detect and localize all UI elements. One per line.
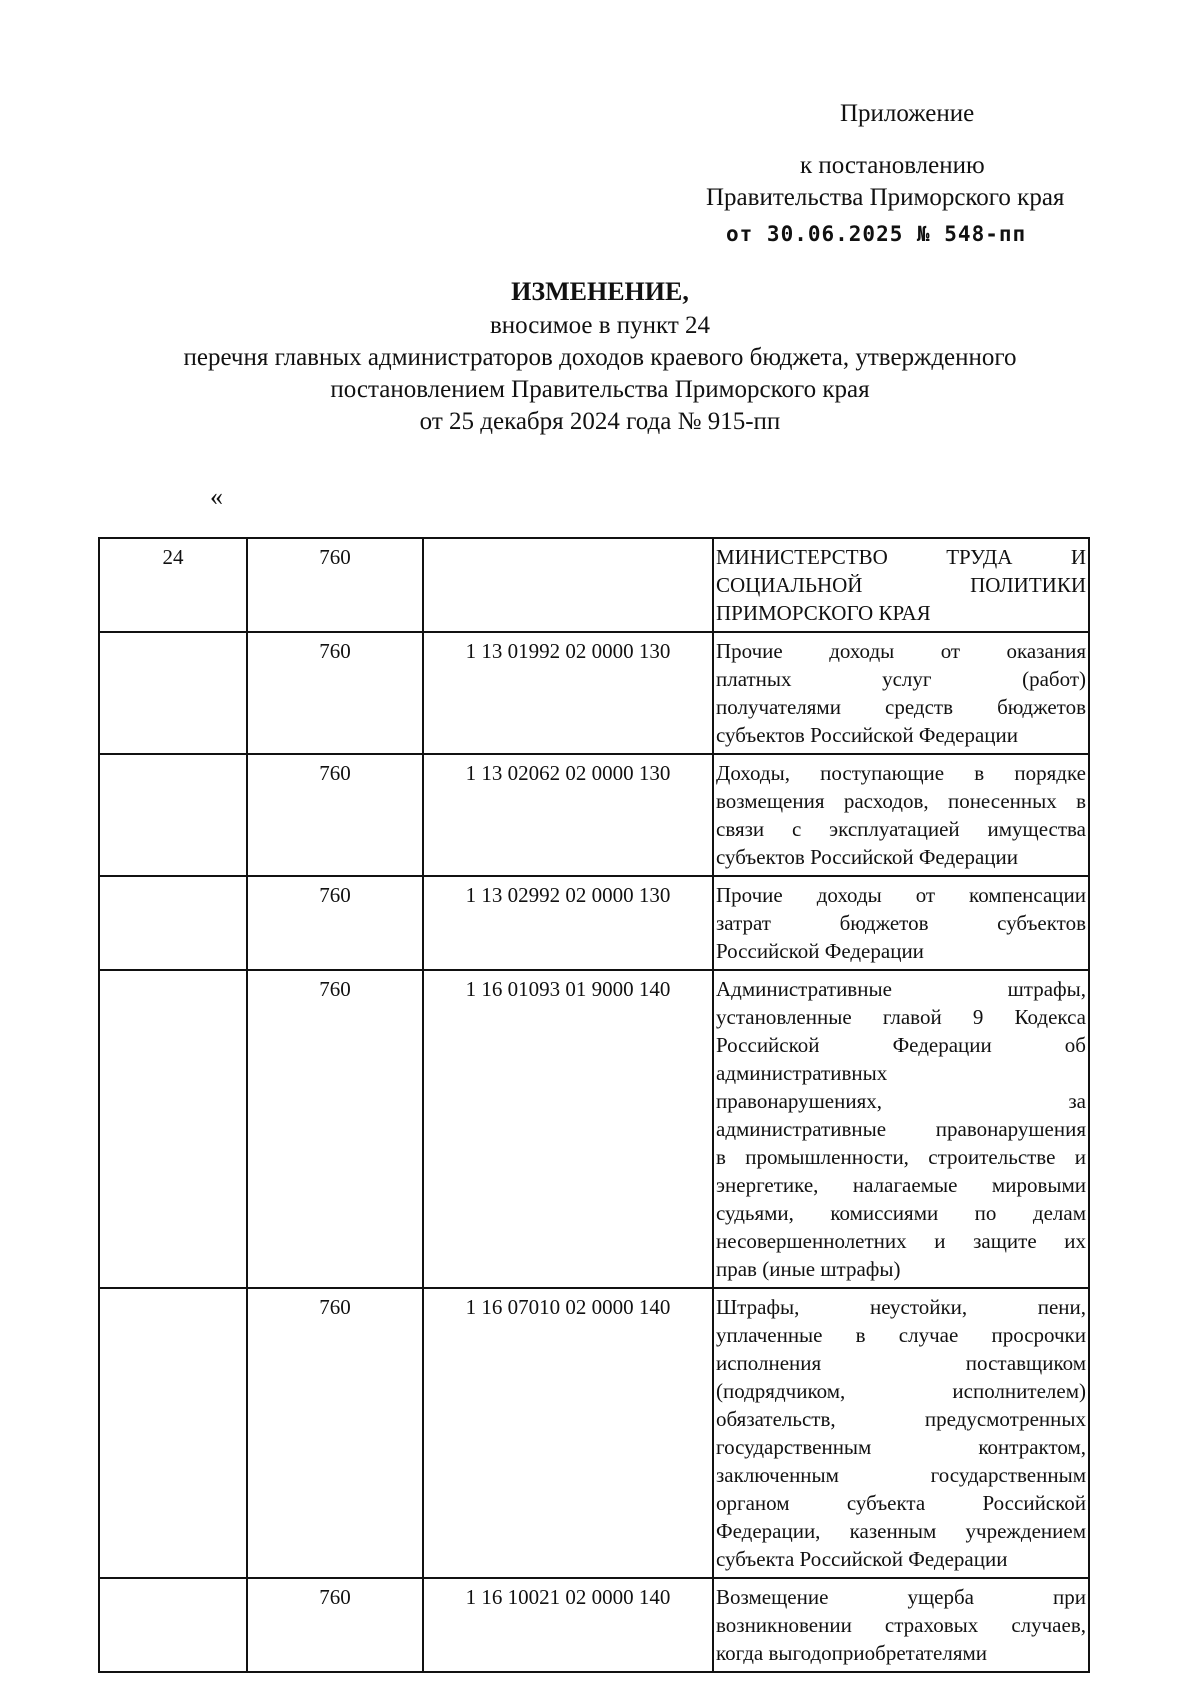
description-line: платных услуг (работ): [716, 667, 1086, 691]
cell-item-number: 24: [99, 538, 247, 632]
cell-item-number: [99, 970, 247, 1288]
description-line: связи с эксплуатацией имущества: [716, 817, 1086, 841]
title-line-2: перечня главных администраторов доходов краевого бюджета, утвержденного: [183, 344, 1017, 371]
cell-item-number: [99, 1288, 247, 1578]
cell-description: [713, 754, 1089, 876]
description-line: заключенным государственным: [716, 1463, 1086, 1487]
description-line: Прочие доходы от оказания: [716, 639, 1086, 663]
description-line: (подрядчиком, исполнителем): [716, 1379, 1086, 1403]
description-line: прав (иные штрафы): [716, 1257, 901, 1281]
cell-revenue-code: 1 16 10021 02 0000 140: [423, 1578, 713, 1672]
description-line: Административные штрафы,: [716, 977, 1086, 1001]
description-line: возникновении страховых случаев,: [716, 1613, 1086, 1637]
description-line: исполнения поставщиком: [716, 1351, 1086, 1375]
table-row: [99, 1578, 1089, 1672]
table-body: [99, 538, 1089, 1672]
cell-revenue-code: 1 13 02992 02 0000 130: [423, 876, 713, 970]
cell-item-number: [99, 632, 247, 754]
description-line: правонарушениях, за: [716, 1089, 1086, 1113]
cell-revenue-code: 1 16 07010 02 0000 140: [423, 1288, 713, 1578]
cell-item-number: [99, 754, 247, 876]
cell-description: [713, 632, 1089, 754]
description-line: Прочие доходы от компенсации: [716, 883, 1086, 907]
cell-description: [713, 970, 1089, 1288]
description-line: энергетике, налагаемые мировыми: [716, 1173, 1086, 1197]
description-line: уплаченные в случае просрочки: [716, 1323, 1086, 1347]
description-line: в промышленности, строительстве и: [716, 1145, 1086, 1169]
description-line: СОЦИАЛЬНОЙ ПОЛИТИКИ: [716, 573, 1086, 597]
description-line: когда выгодоприобретателями: [716, 1641, 988, 1665]
table-row: [99, 632, 1089, 754]
table-row: [99, 1288, 1089, 1578]
document-title: [0, 276, 1200, 438]
table-row: [99, 970, 1089, 1288]
description-line: ПРИМОРСКОГО КРАЯ: [716, 601, 931, 625]
title-heading: ИЗМЕНЕНИЕ,: [511, 277, 689, 306]
appendix-header: [700, 98, 1140, 250]
description-line: Доходы, поступающие в порядке: [716, 761, 1086, 785]
cell-revenue-code: 1 13 02062 02 0000 130: [423, 754, 713, 876]
description-line: субъектов Российской Федерации: [716, 845, 1019, 869]
table-row: [99, 876, 1089, 970]
cell-revenue-code: 1 13 01992 02 0000 130: [423, 632, 713, 754]
table-row: [99, 538, 1089, 632]
description-line: субъектов Российской Федерации: [716, 723, 1019, 747]
cell-administrator-code: 760: [247, 754, 423, 876]
cell-item-number: [99, 1578, 247, 1672]
table-row: [99, 754, 1089, 876]
opening-quote: «: [210, 482, 223, 511]
description-line: МИНИСТЕРСТВО ТРУДА И: [716, 545, 1086, 569]
revenue-administrators-table: [98, 537, 1090, 1673]
appendix-government: Правительства Приморского края: [706, 184, 1065, 211]
cell-administrator-code: 760: [247, 538, 423, 632]
description-line: Российской Федерации: [716, 939, 924, 963]
cell-administrator-code: 760: [247, 876, 423, 970]
description-line: затрат бюджетов субъектов: [716, 911, 1086, 935]
cell-revenue-code: [423, 538, 713, 632]
appendix-label: Приложение: [840, 100, 975, 127]
description-line: Федерации, казенным учреждением: [716, 1519, 1086, 1543]
description-line: установленные главой 9 Кодекса: [716, 1005, 1086, 1029]
title-line-3: постановлением Правительства Приморского края: [330, 376, 870, 403]
appendix-resolution: к постановлению: [800, 152, 985, 179]
title-line-4: от 25 декабря 2024 года № 915-пп: [419, 408, 781, 435]
description-line: государственным контрактом,: [716, 1435, 1086, 1459]
description-line: обязательств, предусмотренных: [716, 1407, 1086, 1431]
description-line: субъекта Российской Федерации: [716, 1547, 1008, 1571]
cell-item-number: [99, 876, 247, 970]
cell-description: [713, 538, 1089, 632]
cell-administrator-code: 760: [247, 970, 423, 1288]
cell-administrator-code: 760: [247, 1578, 423, 1672]
cell-description: [713, 1288, 1089, 1578]
cell-revenue-code: 1 16 01093 01 9000 140: [423, 970, 713, 1288]
description-line: органом субъекта Российской: [716, 1491, 1086, 1515]
description-line: судьями, комиссиями по делам: [716, 1201, 1086, 1225]
cell-description: [713, 1578, 1089, 1672]
description-line: Возмещение ущерба при: [716, 1585, 1086, 1609]
cell-administrator-code: 760: [247, 1288, 423, 1578]
description-line: административные правонарушения: [716, 1117, 1086, 1141]
description-line: возмещения расходов, понесенных в: [716, 789, 1086, 813]
description-line: Штрафы, неустойки, пени,: [716, 1295, 1086, 1319]
description-line: получателями средств бюджетов: [716, 695, 1086, 719]
cell-administrator-code: 760: [247, 632, 423, 754]
description-line: административных: [716, 1061, 888, 1085]
title-line-1: вносимое в пункт 24: [489, 312, 711, 339]
description-line: несовершеннолетних и защите их: [716, 1229, 1086, 1253]
appendix-stamp-date-number: от 30.06.2025 № 548-пп: [726, 222, 1027, 246]
cell-description: [713, 876, 1089, 970]
description-line: Российской Федерации об: [716, 1033, 1086, 1057]
